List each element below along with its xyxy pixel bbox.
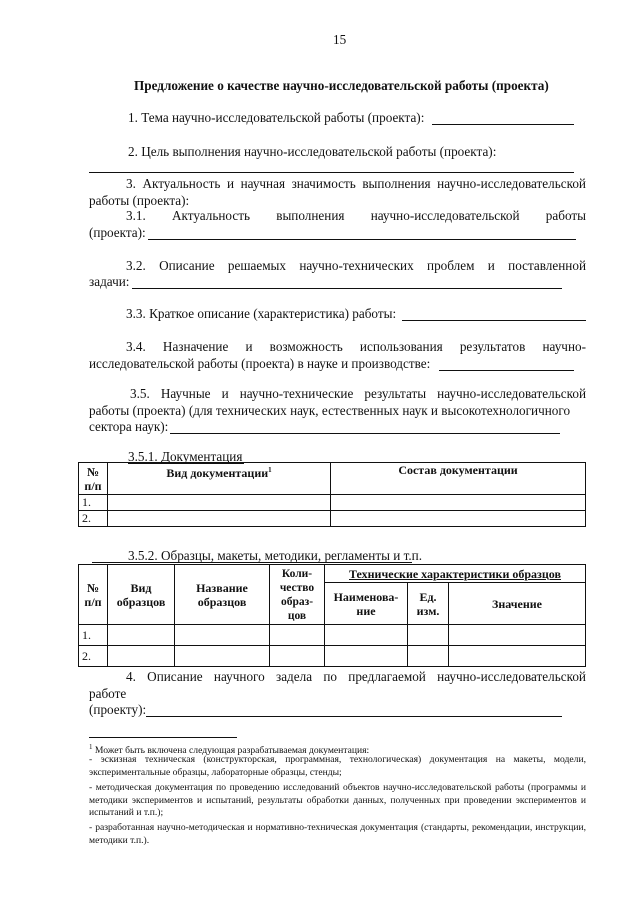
item-2-blank-line[interactable] <box>89 172 574 173</box>
table-row <box>79 511 586 527</box>
footnote-separator <box>89 737 237 738</box>
table2-cell[interactable] <box>108 625 175 646</box>
footnote-item-3: - разработанная научно-методическая и нормативно-техническая документация (стандарты, рекомендации, инструкции, методики т.п.). <box>89 822 586 846</box>
item-3-5-results: 3.5. Научные и научно-технические результаты научно-исследовательской <box>130 386 586 401</box>
table2-cell[interactable] <box>325 625 408 646</box>
item-4-groundwork-cont: работе <box>89 686 127 701</box>
item-3-5-2-samples: 3.5.2. Образцы, макеты, методики, регламенты и т.п. <box>128 548 423 563</box>
item-3-1-relevance: 3.1. Актуальность выполнения научно-исследовательской работы <box>126 208 586 223</box>
footnote-lead: $^1$ Может быть включена следующая разрабатываемая документация: <box>89 743 370 757</box>
table2-cell[interactable] <box>108 646 175 667</box>
item-1-blank-line[interactable] <box>432 124 574 125</box>
item-3-4-purpose: 3.4. Назначение и возможность использования результатов научно- <box>126 339 586 354</box>
item-3-3-blank-line[interactable] <box>402 320 586 321</box>
item-3-5-2-underline <box>92 562 412 563</box>
item-3-2-description-cont: задачи: <box>89 274 130 289</box>
table1-cell[interactable] <box>331 495 586 511</box>
table2-cell[interactable] <box>449 625 586 646</box>
table1-row-num: 1. <box>79 495 108 511</box>
item-3-1-blank-line[interactable] <box>148 239 576 240</box>
item-3-5-results-cont2: сектора наук): <box>89 419 169 434</box>
item-3-5-blank-line[interactable] <box>170 433 560 434</box>
table1-header-type: Вид документации$^1$ <box>108 463 331 495</box>
table2-header-unit: Ед. изм. <box>408 583 449 625</box>
item-3-2-blank-line[interactable] <box>132 288 562 289</box>
item-3-5-1-documentation: 3.5.1. Документация <box>128 449 243 464</box>
item-1-topic: 1. Тема научно-исследовательской работы (проекта): <box>128 110 425 125</box>
page-title: Предложение о качестве научно-исследовательской работы (проекта) <box>134 78 549 93</box>
table2-cell[interactable] <box>325 646 408 667</box>
table1-header-content: Состав документации <box>331 463 586 495</box>
item-4-groundwork: 4. Описание научного задела по предлагаемой научно-исследовательской <box>126 669 586 684</box>
item-3-1-relevance-cont: (проекта): <box>89 225 146 240</box>
table2-row-num: 1. <box>79 625 108 646</box>
table2-header-value: Значение <box>449 583 586 625</box>
item-3-5-results-cont: работы (проекта) (для технических наук, естественных наук и высокотехнологичного <box>89 403 571 418</box>
table-row <box>79 495 586 511</box>
table1-header-num: № п/п <box>79 463 108 495</box>
item-4-blank-line[interactable] <box>146 716 562 717</box>
table2-cell[interactable] <box>270 625 325 646</box>
footnote-item-1: - эскизная техническая (конструкторская, программная, технологическая) документация на макеты, модели, экспериментальные образцы, лабораторные образцы, стенды; <box>89 754 586 778</box>
table2-cell[interactable] <box>175 646 270 667</box>
table2-header-num: № п/п <box>79 565 108 625</box>
table2-cell[interactable] <box>270 646 325 667</box>
footnote-mark: 1 <box>268 466 272 474</box>
table1-cell[interactable] <box>108 495 331 511</box>
item-2-goal: 2. Цель выполнения научно-исследовательской работы (проекта): <box>128 144 497 159</box>
footnote-item-2: - методическая документация по проведению исследований объектов научно-исследовательской работы (программы и методики экспериментов и испытаний, результаты обработки данных, полученных при проведении экспериментов и испытаний и т.п.); <box>89 782 586 819</box>
item-3-relevance: 3. Актуальность и научная значимость выполнения научно-исследовательской <box>126 176 586 191</box>
table2-row-num: 2. <box>79 646 108 667</box>
table2-cell[interactable] <box>449 646 586 667</box>
item-3-4-purpose-cont: исследовательской работы (проекта) в науке и производстве: <box>89 356 431 371</box>
item-3-3-brief: 3.3. Краткое описание (характеристика) работы: <box>126 306 397 321</box>
table2-header-qty: Коли-чество образ-цов <box>270 565 325 625</box>
table1-row-num: 2. <box>79 511 108 527</box>
table2-header-type: Вид образцов <box>108 565 175 625</box>
samples-table <box>78 564 586 667</box>
item-4-groundwork-cont2: (проекту): <box>89 702 147 717</box>
item-3-relevance-cont: работы (проекта): <box>89 193 190 208</box>
documentation-table <box>78 462 586 527</box>
table1-cell[interactable] <box>108 511 331 527</box>
table2-cell[interactable] <box>408 625 449 646</box>
table2-header-param: Наименова-ние <box>325 583 408 625</box>
table-row <box>79 625 586 646</box>
table-row <box>79 646 586 667</box>
item-3-2-description: 3.2. Описание решаемых научно-технических проблем и поставленной <box>126 258 586 273</box>
item-3-4-blank-line[interactable] <box>439 370 574 371</box>
table2-cell[interactable] <box>408 646 449 667</box>
table1-cell[interactable] <box>331 511 586 527</box>
table2-header-name: Название образцов <box>175 565 270 625</box>
table2-cell[interactable] <box>175 625 270 646</box>
table2-header-tech: Технические характеристики образцов <box>325 565 586 583</box>
page-number: 15 <box>333 32 347 47</box>
